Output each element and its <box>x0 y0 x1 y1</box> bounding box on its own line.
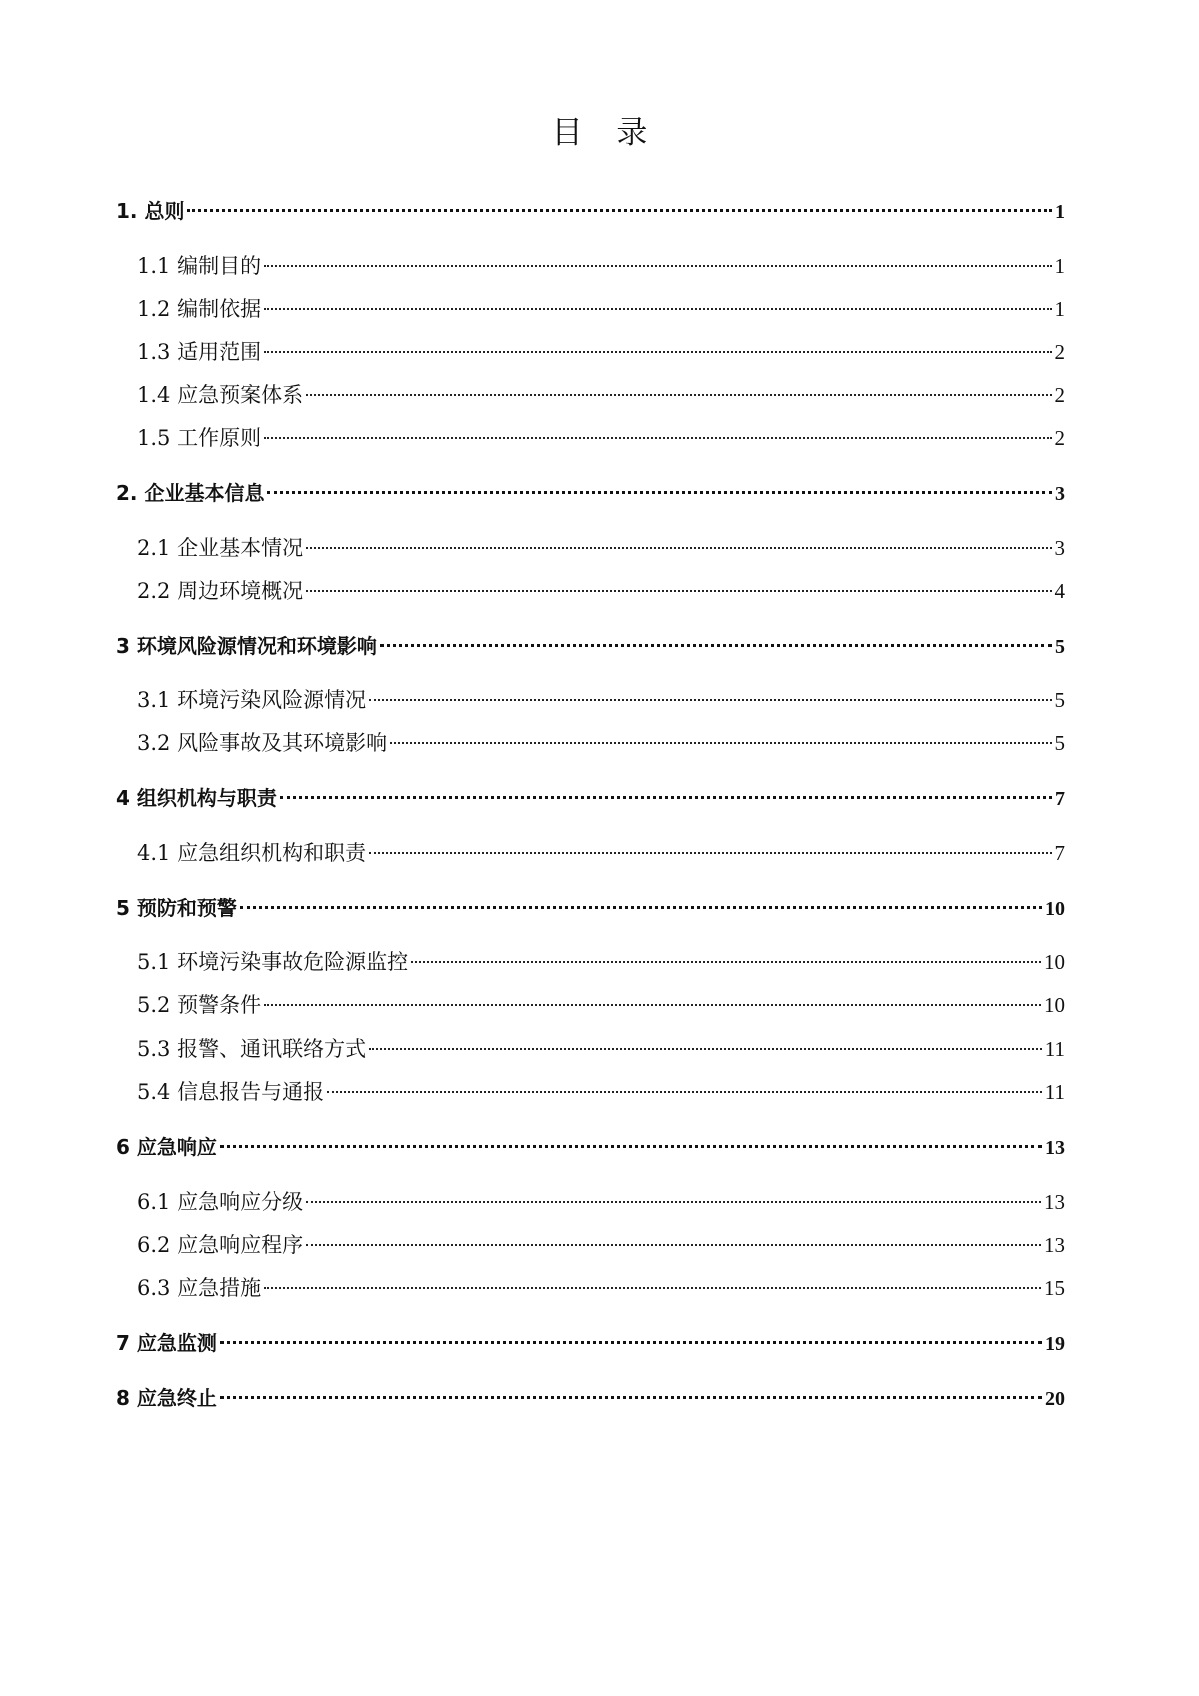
toc-page-number: 5 <box>1054 731 1065 755</box>
toc-dot-leader <box>306 1244 1041 1246</box>
toc-page-number: 2 <box>1054 340 1065 364</box>
toc-chapter-entry[interactable] <box>116 783 1065 813</box>
toc-entry-label: 1.4 应急预案体系 <box>137 383 304 407</box>
toc-chapter-entry[interactable] <box>116 893 1065 923</box>
toc-section-entry[interactable] <box>137 251 1065 281</box>
toc-section-entry[interactable] <box>137 728 1065 758</box>
toc-dot-leader <box>327 1091 1042 1093</box>
toc-dot-leader <box>390 742 1051 744</box>
toc-section-entry[interactable] <box>137 294 1065 324</box>
toc-section-entry[interactable] <box>137 423 1065 453</box>
toc-page-number: 2 <box>1054 383 1065 407</box>
toc-dot-leader <box>369 1048 1042 1050</box>
toc-section-entry[interactable] <box>137 576 1065 606</box>
toc-page-number: 1 <box>1054 254 1065 278</box>
toc-dot-leader <box>264 265 1051 267</box>
toc-page-number: 3 <box>1054 536 1065 560</box>
toc-page-number: 15 <box>1044 1276 1065 1300</box>
toc-entry-label: 4.1 应急组织机构和职责 <box>137 841 367 865</box>
toc-entry-label: 5.3 报警、通讯联络方式 <box>137 1037 367 1061</box>
toc-page-number: 13 <box>1044 1190 1065 1214</box>
toc-page-number: 3 <box>1055 483 1065 505</box>
page-title: 目 录 <box>551 115 660 151</box>
toc-entry-label: 3.2 风险事故及其环境影响 <box>137 731 388 755</box>
toc-dot-leader <box>264 437 1051 439</box>
toc-page-number: 20 <box>1045 1388 1065 1410</box>
toc-dot-leader <box>306 590 1051 592</box>
toc-section-entry[interactable] <box>137 380 1065 410</box>
toc-section-entry[interactable] <box>137 1077 1065 1107</box>
toc-entry-label: 4 组织机构与职责 <box>116 786 277 810</box>
toc-page-number: 10 <box>1045 898 1065 920</box>
toc-dot-leader <box>220 1396 1042 1399</box>
toc-dot-leader <box>264 308 1051 310</box>
toc-dot-leader <box>280 796 1052 799</box>
toc-entry-label: 6.3 应急措施 <box>137 1276 262 1300</box>
toc-section-entry[interactable] <box>137 1230 1065 1260</box>
toc-section-entry[interactable] <box>137 1273 1065 1303</box>
toc-entry-label: 1.5 工作原则 <box>137 426 262 450</box>
toc-entry-label: 2.2 周边环境概况 <box>137 579 304 603</box>
toc-page-number: 11 <box>1044 1037 1065 1061</box>
toc-dot-leader <box>220 1341 1042 1344</box>
toc-entry-label: 1.1 编制目的 <box>137 254 262 278</box>
toc-section-entry[interactable] <box>137 1187 1065 1217</box>
toc-page-number: 13 <box>1045 1137 1065 1159</box>
toc-page-number: 7 <box>1054 841 1065 865</box>
toc-dot-leader <box>267 491 1052 494</box>
toc-dot-leader <box>411 961 1041 963</box>
toc-entry-label: 5.2 预警条件 <box>137 993 262 1017</box>
toc-chapter-entry[interactable] <box>116 196 1065 226</box>
toc-page-number: 5 <box>1055 636 1065 658</box>
toc-section-entry[interactable] <box>137 533 1065 563</box>
toc-dot-leader <box>220 1145 1042 1148</box>
toc-chapter-entry[interactable] <box>116 1328 1065 1358</box>
toc-page-number: 1 <box>1054 297 1065 321</box>
toc-section-entry[interactable] <box>137 838 1065 868</box>
toc-section-entry[interactable] <box>137 990 1065 1020</box>
toc-chapter-entry[interactable] <box>116 1383 1065 1413</box>
toc-chapter-entry[interactable] <box>116 1132 1065 1162</box>
toc-entry-label: 2.1 企业基本情况 <box>137 536 304 560</box>
toc-dot-leader <box>240 906 1042 909</box>
toc-entry-label: 6 应急响应 <box>116 1135 217 1159</box>
toc-dot-leader <box>264 1004 1041 1006</box>
toc-page-number: 4 <box>1054 579 1065 603</box>
toc-chapter-entry[interactable] <box>116 478 1065 508</box>
toc-section-entry[interactable] <box>137 1034 1065 1064</box>
toc-section-entry[interactable] <box>137 685 1065 715</box>
toc-entry-label: 5.1 环境污染事故危险源监控 <box>137 950 409 974</box>
toc-page-number: 19 <box>1045 1333 1065 1355</box>
toc-entry-label: 5 预防和预警 <box>116 896 237 920</box>
toc-entry-label: 3 环境风险源情况和环境影响 <box>116 634 377 658</box>
toc-dot-leader <box>264 351 1051 353</box>
toc-entry-label: 1. 总则 <box>116 199 185 223</box>
toc-entry-label: 7 应急监测 <box>116 1331 217 1355</box>
toc-chapter-entry[interactable] <box>116 631 1065 661</box>
toc-dot-leader <box>369 699 1051 701</box>
toc-entry-label: 2. 企业基本信息 <box>116 481 265 505</box>
toc-page-number: 1 <box>1055 201 1065 223</box>
toc-dot-leader <box>380 644 1052 647</box>
toc-section-entry[interactable] <box>137 947 1065 977</box>
toc-page-number: 7 <box>1055 788 1065 810</box>
toc-dot-leader <box>187 209 1052 212</box>
toc-dot-leader <box>369 852 1051 854</box>
toc-page-number: 10 <box>1044 950 1065 974</box>
toc-section-entry[interactable] <box>137 337 1065 367</box>
toc-entry-label: 1.2 编制依据 <box>137 297 262 321</box>
toc-entry-label: 8 应急终止 <box>116 1386 217 1410</box>
toc-page-number: 13 <box>1044 1233 1065 1257</box>
toc-entry-label: 5.4 信息报告与通报 <box>137 1080 325 1104</box>
toc-dot-leader <box>306 1201 1041 1203</box>
toc-dot-leader <box>306 394 1051 396</box>
toc-dot-leader <box>264 1287 1041 1289</box>
toc-page-number: 10 <box>1044 993 1065 1017</box>
toc-page-number: 11 <box>1044 1080 1065 1104</box>
toc-dot-leader <box>306 547 1051 549</box>
toc-page-number: 5 <box>1054 688 1065 712</box>
toc-entry-label: 3.1 环境污染风险源情况 <box>137 688 367 712</box>
toc-entry-label: 6.2 应急响应程序 <box>137 1233 304 1257</box>
toc-page-number: 2 <box>1054 426 1065 450</box>
toc-entry-label: 6.1 应急响应分级 <box>137 1190 304 1214</box>
toc-entry-label: 1.3 适用范围 <box>137 340 262 364</box>
